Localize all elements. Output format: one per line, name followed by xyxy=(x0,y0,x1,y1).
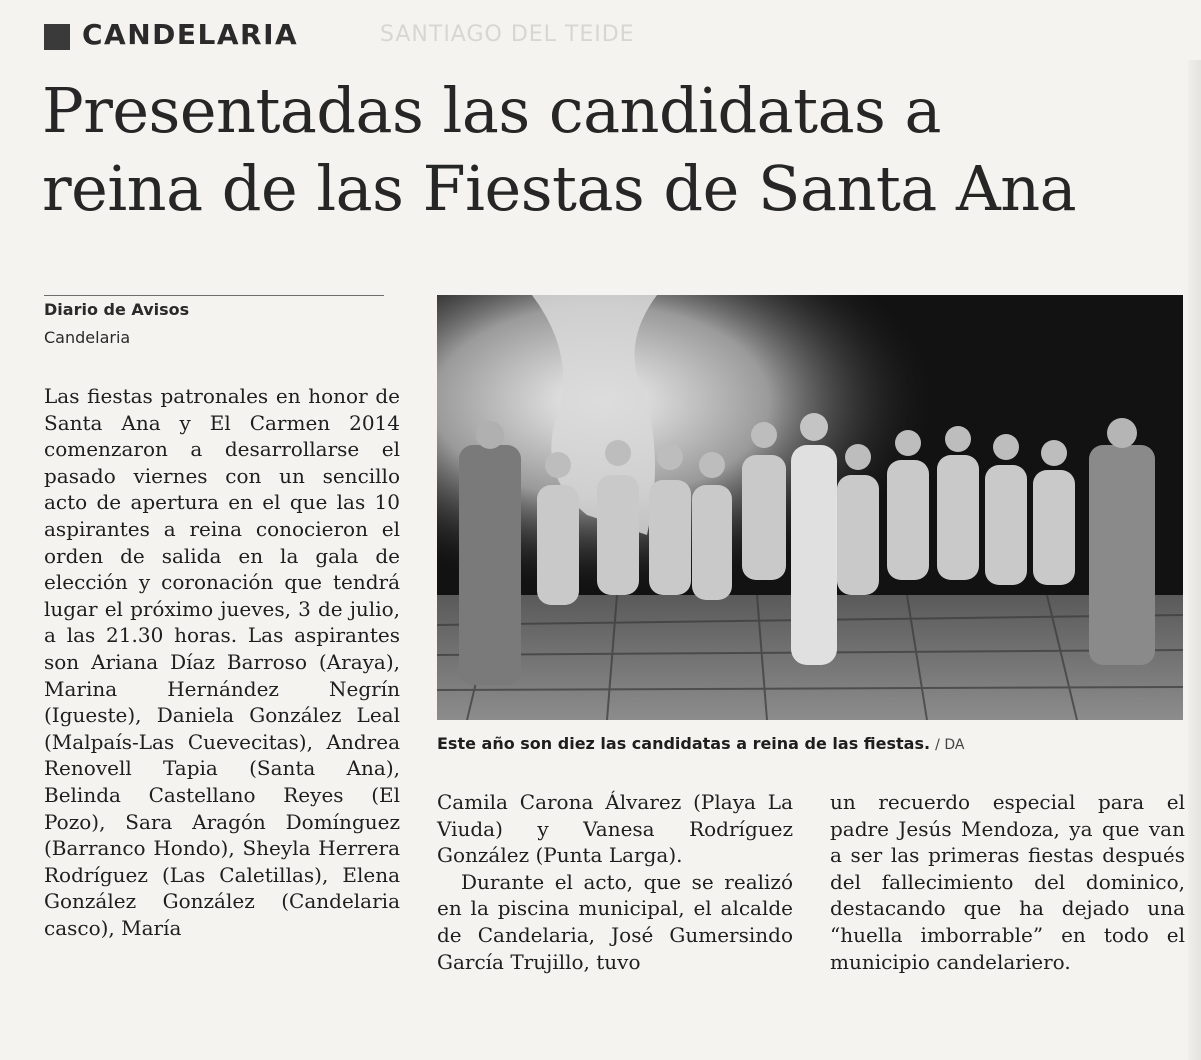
adjacent-page-edge xyxy=(1188,60,1201,1060)
byline-source: Diario de Avisos xyxy=(44,300,190,319)
body-paragraph-4: un recuerdo especial para el padre Jesús Mendoza, ya que van a ser las primeras fiestas después del fallecimiento del dominico, destacando que ha dejado una “huella imborrable” en todo el municipio candelariero. xyxy=(830,790,1185,974)
article-column-3 xyxy=(830,789,1185,975)
headline-line-1: Presentadas las candidatas a xyxy=(42,74,942,147)
byline-place: Candelaria xyxy=(44,328,131,347)
photo-credit: / DA xyxy=(935,737,965,753)
section-marker xyxy=(44,24,70,50)
body-paragraph-2: Camila Carona Álvarez (Playa La Viuda) y Vanesa Rodríguez González (Punta Larga). xyxy=(437,790,793,868)
photo-candidates xyxy=(437,295,1183,720)
caption-text: Este año son diez las candidatas a reina de las fiestas. xyxy=(437,734,931,753)
body-paragraph-1: Las fiestas patronales en honor de Santa Ana y El Carmen 2014 comenzaron a desarrollarse el pasado viernes con un sencillo acto de apertura en el que las 10 aspirantes a reina conocieron el orden de salida en la gala de elección y coronación que tendrá lugar el próximo jueves, 3 de julio, a las 21.30 horas. Las aspirantes son Ariana Díaz Barroso (Araya), Marina Hernández Negrín (Igueste), Daniela González Leal (Malpaís-Las Cuevecitas), Andrea Renovell Tapia (Santa Ana), Belinda Castellano Reyes (El Pozo), Sara Aragón Domínguez (Barranco Hondo), Sheyla Herrera Rodríguez (Las Caletillas), Elena González González (Candelaria casco), María xyxy=(44,384,400,940)
byline-rule xyxy=(44,295,384,296)
headline xyxy=(42,72,1182,228)
bleed-through-text: SANTIAGO DEL TEIDE xyxy=(380,22,635,47)
article-column-1 xyxy=(44,383,400,941)
body-paragraph-3: Durante el acto, que se realizó en la piscina municipal, el alcalde de Candelaria, José Gumersindo García Trujillo, tuvo xyxy=(437,869,793,974)
headline-line-2: reina de las Fiestas de Santa Ana xyxy=(42,152,1077,225)
article-column-2 xyxy=(437,789,793,975)
section-label: CANDELARIA xyxy=(82,18,299,51)
photo-caption xyxy=(437,734,964,753)
